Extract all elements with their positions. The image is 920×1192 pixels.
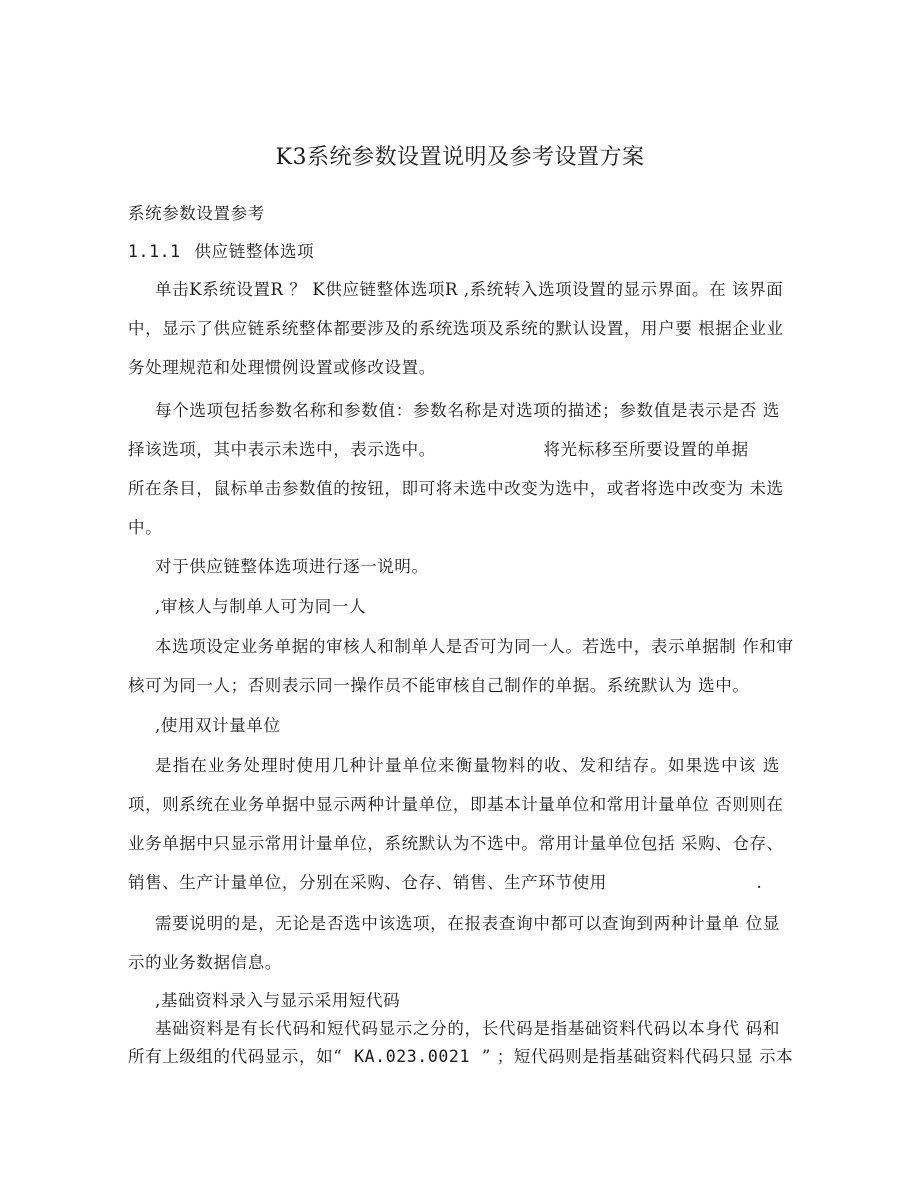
document-title: K3系统参数设置说明及参考设置方案 — [275, 145, 645, 170]
paragraph-line — [128, 1046, 794, 1068]
code-sample: KA.023.0021 — [354, 1047, 470, 1066]
paragraph-line: 中，显示了供应链系统整体都要涉及的系统选项及系统的默认设置，用户要 根据企业业 — [128, 319, 784, 338]
paragraph-line: 基础资料是有长代码和短代码显示之分的，长代码是指基础资料代码以本身代 码和 — [155, 1019, 780, 1038]
paragraph-text: 将光标移至所要设置的单据 — [543, 440, 749, 459]
paragraph-line: 本选项设定业务单据的审核人和制单人是否可为同一人。若选中，表示单据制 作和审 — [155, 637, 794, 656]
paragraph-line — [128, 439, 788, 461]
paragraph-line: 所在条目，鼠标单击参数值的按钮，即可将未选中改变为选中，或者将选中改变为 未选 — [128, 479, 784, 498]
paragraph-line: 每个选项包括参数名称和参数值：参数名称是对选项的描述；参数值是表示是否 选 — [155, 401, 780, 420]
paragraph-text: ” ；短代码则是指基础资料代码只显 示本 — [481, 1047, 794, 1066]
item-heading: ,使用双计量单位 — [155, 716, 281, 735]
paragraph-line — [128, 872, 788, 894]
item-heading: ,审核人与制单人可为同一人 — [155, 597, 367, 616]
paragraph-line: 单击K系统设置R ？ K供应链整体选项R ,系统转入选项设置的显示界面。在 该界面 — [155, 280, 784, 299]
paragraph-text: 所有上级组的代码显示，如“ — [128, 1047, 343, 1066]
paragraph-text: . — [756, 873, 763, 892]
paragraph-line: 对于供应链整体选项进行逐一说明。 — [155, 557, 429, 576]
paragraph-line: 业务单据中只显示常用计量单位，系统默认为不选中。常用计量单位包括 采购、仓存、 — [128, 834, 784, 853]
paragraph-line: 项，则系统在业务单据中显示两种计量单位，即基本计量单位和常用计量单位 否则则在 — [128, 795, 784, 814]
item-heading: ,基础资料录入与显示采用短代码 — [155, 991, 401, 1010]
section-heading: 系统参数设置参考 — [128, 204, 265, 223]
subsection-title: 供应链整体选项 — [194, 242, 315, 261]
subsection-heading — [128, 241, 788, 263]
paragraph-line: 是指在业务处理时使用几种计量单位来衡量物料的收、发和结存。如果选中该 选 — [155, 756, 780, 775]
paragraph-line: 务处理规范和处理惯例设置或修改设置。 — [128, 358, 436, 377]
paragraph-line: 中。 — [128, 518, 163, 537]
paragraph-line: 示的业务数据信息。 — [128, 953, 282, 972]
subsection-number: 1.1.1 — [128, 242, 181, 261]
paragraph-text: 销售、生产计量单位，分别在采购、仓存、销售、生产环节使用 — [128, 873, 607, 892]
paragraph-line: 需要说明的是，无论是否选中该选项，在报表查询中都可以查询到两种计量单 位显 — [155, 914, 780, 933]
paragraph-text: 择该选项，其中表示未选中，表示选中。 — [128, 440, 436, 459]
paragraph-line: 核可为同一人；否则表示同一操作员不能审核自己制作的单据。系统默认为 选中。 — [128, 676, 750, 695]
